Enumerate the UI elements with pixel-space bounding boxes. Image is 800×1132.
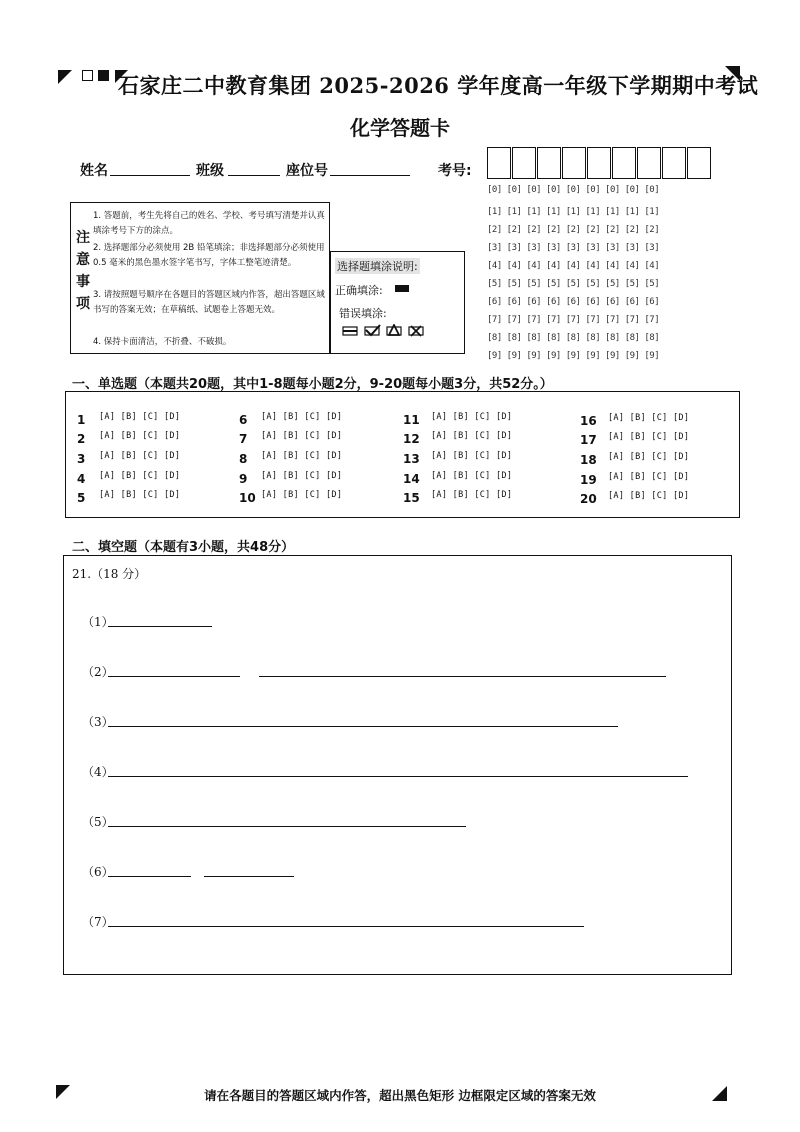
answer-bubbles[interactable]: [A] [B] [C] [D] [261,451,343,461]
section2-title: 二、填空题（本题有3小题，共48分） [72,540,295,555]
fill-answer-box [63,555,732,975]
answer-line[interactable] [108,775,688,777]
answer-bubbles[interactable]: [A] [B] [C] [D] [431,412,513,422]
answer-line[interactable] [108,825,466,827]
answer-line[interactable] [259,675,666,677]
question-number: 4 [77,472,86,486]
sub-question-label: （6） [82,865,114,879]
question-number: 16 [580,414,597,428]
corner-mark-top-left [58,70,72,84]
question-21-label: 21.（18 分） [72,567,147,581]
exam-no-bubble-row[interactable]: [2] [2] [2] [2] [2] [2] [2] [2] [2] [487,225,660,235]
answer-bubbles[interactable]: [A] [B] [C] [D] [99,451,181,461]
exam-no-bubble-row[interactable]: [9] [9] [9] [9] [9] [9] [9] [9] [9] [487,351,660,361]
name-label: 姓名 [80,163,108,179]
page-subtitle: 化学答题卡 [350,116,450,140]
question-number: 19 [580,473,597,487]
question-number: 17 [580,433,597,447]
notice-item: 2. 选择题部分必须使用 2B 铅笔填涂；非选择题部分必须使用 0.5 毫米的黑色墨水签字笔书写，字体工整笔迹清楚。 [93,243,325,268]
question-number: 7 [239,432,248,446]
question-number: 13 [403,452,420,466]
question-number: 8 [239,452,248,466]
answer-line[interactable] [108,725,618,727]
question-number: 10 [239,491,256,505]
question-number: 6 [239,413,248,427]
exam-no-bubble-row[interactable]: [8] [8] [8] [8] [8] [8] [8] [8] [8] [487,333,660,343]
answer-line[interactable] [108,925,584,927]
answer-bubbles[interactable]: [A] [B] [C] [D] [608,413,690,423]
answer-bubbles[interactable]: [A] [B] [C] [D] [261,490,343,500]
multiple-choice-box [65,391,740,518]
question-number: 5 [77,491,86,505]
sub-question-label: （3） [82,715,114,729]
class-field[interactable] [228,161,280,176]
question-number: 20 [580,492,597,506]
sub-question-label: （5） [82,815,114,829]
sub-question-label: （2） [82,665,114,679]
exam-no-label: 考号: [438,163,472,179]
exam-no-box[interactable] [587,147,611,179]
answer-line[interactable] [204,875,294,877]
question-number: 9 [239,472,248,486]
answer-bubbles[interactable]: [A] [B] [C] [D] [608,491,690,501]
notice-item: 3. 请按照题号顺序在各题目的答题区域内作答，超出答题区域书写的答案无效；在草稿纸、试题卷上答题无效。 [93,290,325,315]
answer-bubbles[interactable]: [A] [B] [C] [D] [99,490,181,500]
answer-line[interactable] [108,625,212,627]
notice-label: 注 意 事 项 [76,230,90,312]
answer-bubbles[interactable]: [A] [B] [C] [D] [99,431,181,441]
answer-bubbles[interactable]: [A] [B] [C] [D] [261,471,343,481]
answer-bubbles[interactable]: [A] [B] [C] [D] [431,431,513,441]
fill-guide-correct: 正确填涂: [335,284,383,297]
fill-guide-box [330,251,465,354]
question-number: 11 [403,413,420,427]
question-number: 14 [403,472,420,486]
exam-no-bubble-row[interactable]: [0] [0] [0] [0] [0] [0] [0] [0] [0] [487,185,660,195]
answer-bubbles[interactable]: [A] [B] [C] [D] [431,490,513,500]
exam-no-box[interactable] [637,147,661,179]
answer-bubbles[interactable]: [A] [B] [C] [D] [431,471,513,481]
notice-item: 1. 答题前，考生先将自己的姓名、学校、考号填写清楚并认真填涂考号下方的涂点。 [93,211,325,236]
class-label: 班级 [196,163,224,179]
sub-question-label: （4） [82,765,114,779]
page-title: 石家庄二中教育集团 2025-2026 学年度高一年级下学期期中考试 [118,73,759,98]
seat-label: 座位号 [286,163,328,179]
question-number: 18 [580,453,597,467]
exam-no-box[interactable] [662,147,686,179]
section1-title: 一、单选题（本题共20题，其中1-8题每小题2分，9-20题每小题3分，共52分。） [72,377,553,392]
footer-notice: 请在各题目的答题区域内作答，超出黑色矩形 边框限定区域的答案无效 [204,1088,596,1103]
exam-no-bubble-row[interactable]: [4] [4] [4] [4] [4] [4] [4] [4] [4] [487,261,660,271]
fill-guide-title: 选择题填涂说明: [337,260,418,273]
exam-no-box[interactable] [512,147,536,179]
question-number: 12 [403,432,420,446]
exam-no-box[interactable] [537,147,561,179]
answer-line[interactable] [108,875,191,877]
question-number: 15 [403,491,420,505]
exam-no-bubble-row[interactable]: [6] [6] [6] [6] [6] [6] [6] [6] [6] [487,297,660,307]
small-square-outline-icon [82,70,93,81]
answer-bubbles[interactable]: [A] [B] [C] [D] [608,472,690,482]
exam-no-bubble-row[interactable]: [7] [7] [7] [7] [7] [7] [7] [7] [7] [487,315,660,325]
small-square-filled-icon [98,70,109,81]
answer-bubbles[interactable]: [A] [B] [C] [D] [261,431,343,441]
fill-guide-wrong: 错误填涂: [339,307,387,320]
answer-bubbles[interactable]: [A] [B] [C] [D] [99,412,181,422]
wrong-fill-marks-icon [341,324,431,338]
notice-item: 4. 保持卡面清洁，不折叠、不破损。 [93,337,232,347]
exam-no-box[interactable] [487,147,511,179]
exam-no-bubble-row[interactable]: [1] [1] [1] [1] [1] [1] [1] [1] [1] [487,207,660,217]
notice-box [70,202,330,354]
answer-bubbles[interactable]: [A] [B] [C] [D] [608,432,690,442]
question-number: 1 [77,413,86,427]
seat-field[interactable] [330,161,410,176]
answer-bubbles[interactable]: [A] [B] [C] [D] [99,471,181,481]
question-number: 3 [77,452,86,466]
exam-no-bubble-row[interactable]: [5] [5] [5] [5] [5] [5] [5] [5] [5] [487,279,660,289]
sub-question-label: （7） [82,915,114,929]
question-number: 2 [77,432,86,446]
exam-no-bubble-row[interactable]: [3] [3] [3] [3] [3] [3] [3] [3] [3] [487,243,660,253]
exam-no-box[interactable] [562,147,586,179]
correct-fill-mark-icon [395,285,409,292]
answer-bubbles[interactable]: [A] [B] [C] [D] [431,451,513,461]
answer-line[interactable] [108,675,240,677]
name-field[interactable] [110,161,190,176]
exam-no-box[interactable] [612,147,636,179]
sub-question-label: （1） [82,615,114,629]
answer-bubbles[interactable]: [A] [B] [C] [D] [608,452,690,462]
answer-bubbles[interactable]: [A] [B] [C] [D] [261,412,343,422]
exam-no-box[interactable] [687,147,711,179]
